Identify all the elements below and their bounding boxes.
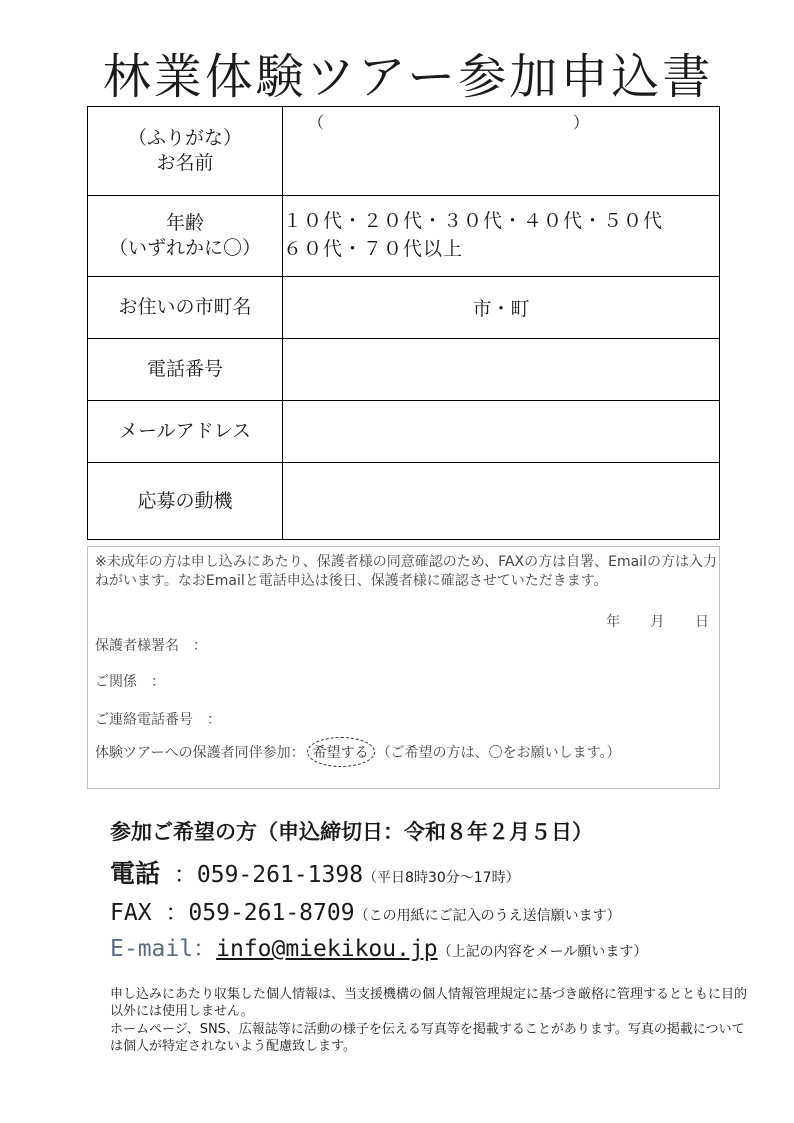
consent-date[interactable]: 年 月 日 <box>606 614 709 630</box>
phone-field[interactable] <box>283 339 720 401</box>
fax-number[interactable]: ：059-261-8709 <box>165 900 355 926</box>
tel-hours: （平日8時30分～17時） <box>363 870 520 886</box>
contact-tel <box>110 854 520 890</box>
accompany-option[interactable]: 希望する <box>307 737 375 767</box>
page-title: 林業体験ツアー参加申込書 <box>102 49 714 105</box>
name-field[interactable] <box>283 107 720 196</box>
email-label: メールアドレス <box>88 401 283 463</box>
guardian-relation-field[interactable]: ご関係 ： <box>95 674 165 690</box>
age-options-row-1: １０代・２０代・３０代・４０代・５０代 <box>283 210 664 233</box>
fax-key: FAX <box>110 900 152 926</box>
age-options-row-2: ６０代・７０代以上 <box>283 238 464 260</box>
city-label: お住いの市町名 <box>88 277 283 339</box>
privacy-line-2: ホームページ、SNS、広報誌等に活動の様子を伝える写真等を掲載することがあります。写真の掲載については個人が特定されないよう配慮致します。 <box>110 1021 745 1054</box>
accompany-prefix: 体験ツアーへの保護者同伴参加： <box>95 745 305 761</box>
contact-heading: 参加ご希望の方（申込締切日：令和８年２月５日） <box>110 820 593 844</box>
application-form <box>87 106 720 540</box>
guardian-phone-field[interactable]: ご連絡電話番号 ： <box>95 712 221 728</box>
furigana-close-paren: ） <box>572 112 589 132</box>
name-label-text: お名前 <box>156 152 214 174</box>
fax-note: （この用紙にご記入のうえ送信願います） <box>354 908 621 924</box>
motive-label: 応募の動機 <box>88 463 283 540</box>
age-label-text: 年齢 <box>165 212 204 235</box>
email-key: E-mail： <box>110 936 217 962</box>
privacy-line-1: 申し込みにあたり収集した個人情報は、当支援機構の個人情報管理規定に基づき厳格に管理するとともに目的以外には使用しません。 <box>110 987 748 1020</box>
email-field[interactable] <box>283 401 720 463</box>
email-link[interactable]: info@miekikou.jp <box>216 936 438 962</box>
guardian-consent-box <box>87 546 720 789</box>
guardian-signature-field[interactable]: 保護者様署名 ： <box>95 638 207 654</box>
contact-email <box>110 930 647 963</box>
furigana-label: （ふりがな） <box>127 127 242 150</box>
age-label <box>88 196 283 277</box>
accompany-instruction: （ご希望の方は、〇をお願いします。） <box>376 745 621 761</box>
age-instruction: （いずれかに〇） <box>108 237 261 259</box>
tel-key: 電話 <box>110 859 161 888</box>
city-suffix: 市・町 <box>472 298 530 320</box>
age-options[interactable] <box>283 196 720 277</box>
privacy-notice <box>110 986 750 1055</box>
city-field[interactable] <box>283 277 720 339</box>
email-note: （上記の内容をメール願います） <box>437 944 648 960</box>
guardian-note: ※未成年の方は申し込みにあたり、保護者様の同意確認のため、FAXの方は自署、Emailの方は入力ねがいます。なおEmailと電話申込は後日、保護者様に確認させていただきます。 <box>95 554 717 589</box>
motive-field[interactable] <box>283 463 720 540</box>
guardian-accompany-row <box>95 737 620 767</box>
contact-fax <box>110 894 621 927</box>
furigana-open-paren: （ <box>308 112 325 132</box>
name-label <box>88 107 283 196</box>
phone-label: 電話番号 <box>88 339 283 401</box>
tel-number[interactable]: ：059-261-1398 <box>173 862 364 888</box>
